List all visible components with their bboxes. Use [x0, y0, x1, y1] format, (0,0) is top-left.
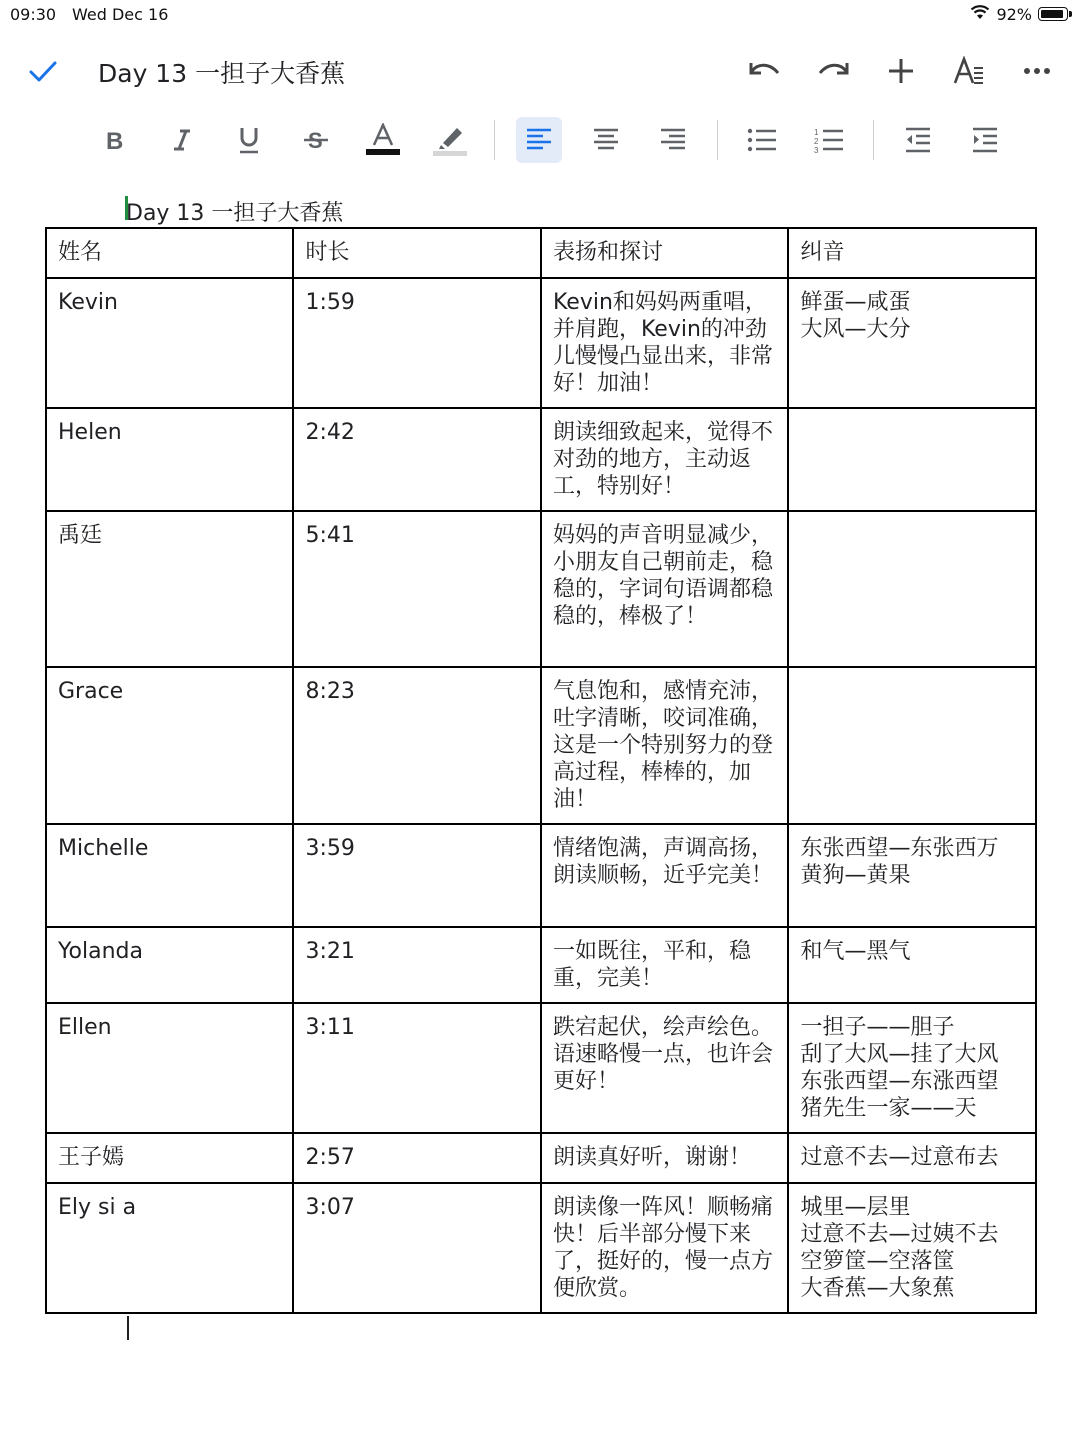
battery-icon — [1038, 7, 1068, 21]
document-table — [45, 227, 1037, 1314]
toolbar-separator — [494, 120, 495, 160]
increase-indent-button[interactable] — [962, 117, 1008, 163]
italic-icon — [171, 128, 193, 152]
highlight-icon — [433, 123, 467, 157]
table-header-row — [46, 228, 1036, 278]
toolbar-separator — [873, 120, 874, 160]
document-heading[interactable]: Day 13 一担子大香蕉 — [126, 201, 344, 226]
cell-praise[interactable]: 一如既往，平和，稳重，完美！ — [541, 927, 788, 1003]
undo-icon — [748, 59, 782, 83]
header-cell-name[interactable]: 姓名 — [46, 228, 293, 278]
cell-correction[interactable]: 城里—层里 过意不去—过姨不去 空箩筐—空落筐 大香蕉—大象蕉 — [788, 1183, 1036, 1313]
bulleted-list-icon — [747, 128, 777, 152]
text-color-button[interactable] — [360, 117, 406, 163]
cell-duration[interactable]: 3:11 — [293, 1003, 540, 1133]
cell-name[interactable]: Kevin — [46, 278, 293, 408]
svg-text:1: 1 — [814, 128, 819, 137]
cell-correction[interactable]: 过意不去—过意布去 — [788, 1133, 1036, 1183]
status-time: 09:30 — [10, 5, 57, 24]
cell-name[interactable]: Ely si a — [46, 1183, 293, 1313]
status-date: Wed Dec 16 — [72, 5, 169, 24]
align-center-icon — [592, 127, 620, 153]
table-row — [46, 511, 1036, 667]
table-row — [46, 927, 1036, 1003]
cell-name[interactable]: Grace — [46, 667, 293, 824]
bulleted-list-button[interactable] — [739, 117, 785, 163]
align-center-button[interactable] — [583, 117, 629, 163]
italic-button[interactable] — [159, 117, 205, 163]
header-cell-duration[interactable]: 时长 — [293, 228, 540, 278]
cell-name[interactable]: 禹廷 — [46, 511, 293, 667]
svg-text:3: 3 — [814, 146, 819, 153]
cell-duration[interactable]: 3:21 — [293, 927, 540, 1003]
toolbar-separator — [717, 120, 718, 160]
svg-text:B: B — [106, 128, 124, 152]
highlight-button[interactable] — [427, 117, 473, 163]
text-cursor — [127, 1316, 129, 1340]
undo-button[interactable] — [742, 50, 788, 92]
wifi-icon — [970, 4, 990, 24]
status-right — [970, 4, 1068, 24]
numbered-list-icon — [814, 127, 844, 153]
formatting-toolbar — [92, 112, 1029, 168]
cell-praise[interactable]: 妈妈的声音明显减少，小朋友自己朝前走，稳稳的，字词句语调都稳稳的，棒极了！ — [541, 511, 788, 667]
cell-duration[interactable]: 2:42 — [293, 408, 540, 511]
cell-praise[interactable]: Kevin和妈妈两重唱，并肩跑，Kevin的冲劲儿慢慢凸显出来，非常好！加油！ — [541, 278, 788, 408]
cell-correction[interactable] — [788, 511, 1036, 667]
cell-duration[interactable]: 5:41 — [293, 511, 540, 667]
format-button[interactable] — [946, 50, 992, 92]
align-right-icon — [659, 127, 687, 153]
align-left-button[interactable] — [516, 117, 562, 163]
text-format-icon — [952, 56, 986, 86]
cell-correction[interactable]: 一担子——胆子 刮了大风—挂了大风 东张西望—东涨西望 猪先生一家——天 — [788, 1003, 1036, 1133]
cell-name[interactable]: Helen — [46, 408, 293, 511]
cell-praise[interactable]: 气息饱和，感情充沛，吐字清晰，咬词准确，这是一个特别努力的登高过程，棒棒的，加油！ — [541, 667, 788, 824]
cell-praise[interactable]: 朗读细致起来，觉得不对劲的地方，主动返工，特别好！ — [541, 408, 788, 511]
battery-percent: 92% — [996, 4, 1032, 24]
table-row — [46, 278, 1036, 408]
bold-icon — [104, 128, 126, 152]
cell-praise[interactable]: 情绪饱满，声调高扬，朗读顺畅，近乎完美！ — [541, 824, 788, 927]
cell-praise[interactable]: 朗读像一阵风！顺畅痛快！后半部分慢下来了，挺好的，慢一点方便欣赏。 — [541, 1183, 788, 1313]
more-horizontal-icon — [1024, 67, 1050, 75]
bold-button[interactable] — [92, 117, 138, 163]
done-checkmark-button[interactable] — [26, 54, 60, 88]
underline-icon — [237, 126, 261, 154]
cell-correction[interactable]: 和气—黑气 — [788, 927, 1036, 1003]
title-bar — [0, 40, 1080, 102]
redo-icon — [816, 59, 850, 83]
strikethrough-icon — [303, 127, 329, 153]
numbered-list-button[interactable] — [806, 117, 852, 163]
cell-duration[interactable]: 3:07 — [293, 1183, 540, 1313]
top-actions — [742, 50, 1060, 92]
strikethrough-button[interactable] — [293, 117, 339, 163]
table-row — [46, 667, 1036, 824]
cell-correction[interactable]: 鲜蛋—咸蛋 大风—大分 — [788, 278, 1036, 408]
plus-icon — [887, 57, 915, 85]
cell-duration[interactable]: 8:23 — [293, 667, 540, 824]
cell-name[interactable]: Ellen — [46, 1003, 293, 1133]
cell-praise[interactable]: 跌宕起伏，绘声绘色。语速略慢一点，也许会更好！ — [541, 1003, 788, 1133]
text-color-icon — [366, 123, 400, 157]
increase-indent-icon — [971, 127, 999, 153]
table-row — [46, 824, 1036, 927]
cell-name[interactable]: 王子嫣 — [46, 1133, 293, 1183]
header-cell-praise[interactable]: 表扬和探讨 — [541, 228, 788, 278]
header-cell-correction[interactable]: 纠音 — [788, 228, 1036, 278]
align-left-icon — [525, 127, 553, 153]
checkmark-icon — [26, 54, 60, 88]
cell-duration[interactable]: 2:57 — [293, 1133, 540, 1183]
align-right-button[interactable] — [650, 117, 696, 163]
svg-text:S: S — [308, 128, 323, 153]
cell-correction[interactable] — [788, 408, 1036, 511]
more-options-button[interactable] — [1014, 50, 1060, 92]
table-row — [46, 1133, 1036, 1183]
redo-button[interactable] — [810, 50, 856, 92]
cell-duration[interactable]: 3:59 — [293, 824, 540, 927]
underline-button[interactable] — [226, 117, 272, 163]
table-row — [46, 1183, 1036, 1313]
insert-button[interactable] — [878, 50, 924, 92]
table-row — [46, 1003, 1036, 1133]
cell-name[interactable]: Yolanda — [46, 927, 293, 1003]
cell-praise[interactable]: 朗读真好听，谢谢！ — [541, 1133, 788, 1183]
cell-correction[interactable] — [788, 667, 1036, 824]
document-title[interactable]: Day 13 一担子大香蕉 — [98, 59, 346, 88]
decrease-indent-button[interactable] — [895, 117, 941, 163]
cell-duration[interactable]: 1:59 — [293, 278, 540, 408]
cell-correction[interactable]: 东张西望—东张西万 黄狗—黄果 — [788, 824, 1036, 927]
decrease-indent-icon — [904, 127, 932, 153]
table-row — [46, 408, 1036, 511]
svg-text:2: 2 — [814, 137, 819, 146]
cell-name[interactable]: Michelle — [46, 824, 293, 927]
status-bar — [0, 0, 1080, 30]
